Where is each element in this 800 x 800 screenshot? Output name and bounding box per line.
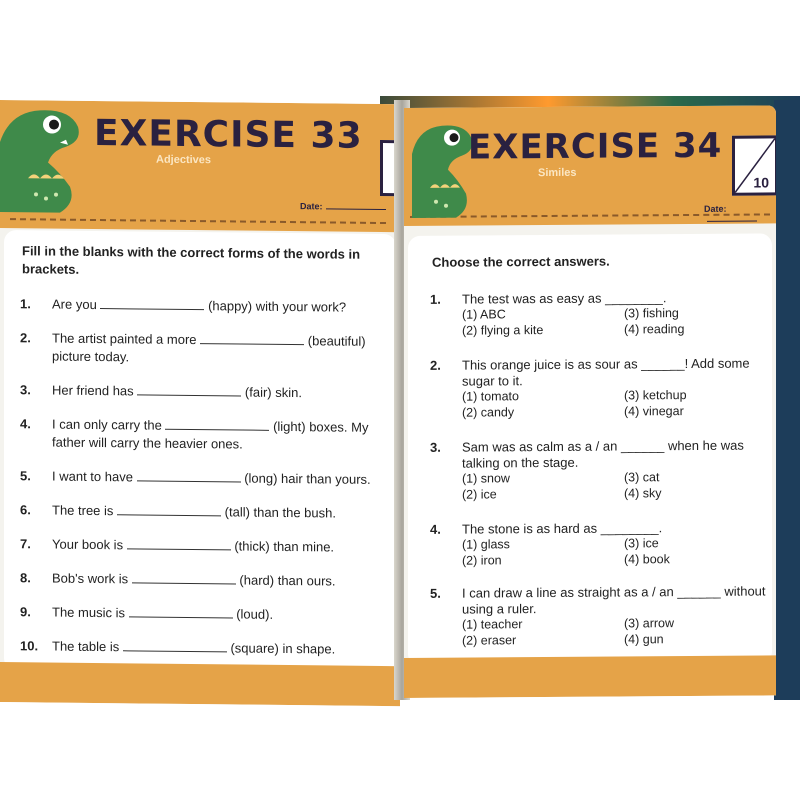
left-page <box>0 100 400 706</box>
question-text: I want to have <box>52 468 133 485</box>
exercise-34-date <box>704 203 776 224</box>
right-footer <box>404 655 776 698</box>
question-7 <box>20 536 334 554</box>
question-text: Bob's work is <box>52 570 129 587</box>
background-bottom <box>0 700 800 800</box>
question-text: The stone is as hard as ________. <box>462 520 663 537</box>
mc-question-5 <box>430 583 766 600</box>
question-number: 10. <box>20 638 39 654</box>
answer-blank[interactable] <box>129 616 233 618</box>
question-8 <box>20 570 336 588</box>
question-5 <box>20 468 371 487</box>
mc-question-3-continuation: talking on the stage. <box>462 454 579 471</box>
dinosaur-icon <box>0 102 86 221</box>
exercise-33-instruction: Fill in the blanks with the correct forms of the words in brackets. <box>22 243 361 277</box>
question-text: The tree is <box>52 502 114 519</box>
answer-blank[interactable] <box>200 343 304 345</box>
background-top <box>0 0 800 110</box>
option[interactable]: (1) tomato <box>462 389 519 404</box>
question-hint: (happy) with your work? <box>208 298 347 315</box>
question-1 <box>20 296 346 314</box>
question-text: The table is <box>52 638 120 655</box>
question-text: Are you <box>52 296 97 313</box>
option[interactable]: (2) ice <box>462 487 497 502</box>
question-hint: (light) boxes. My <box>273 418 369 435</box>
question-number: 5. <box>20 468 31 484</box>
question-number: 1. <box>430 291 441 307</box>
answer-blank[interactable] <box>165 429 269 431</box>
question-number: 1. <box>20 296 31 312</box>
question-9 <box>20 604 273 622</box>
mc-question-2-continuation: sugar to it. <box>462 373 523 389</box>
date-line <box>326 208 386 210</box>
option[interactable]: (1) glass <box>462 537 510 552</box>
question-number: 8. <box>20 570 31 586</box>
exercise-34-title: EXERCISE 34 <box>468 125 723 168</box>
option[interactable]: (4) book <box>624 552 670 567</box>
background-right <box>774 100 800 700</box>
question-2-continuation: picture today. <box>52 348 130 365</box>
option[interactable]: (1) teacher <box>462 617 523 632</box>
date-label: Date: <box>704 203 727 214</box>
question-number: 9. <box>20 604 31 620</box>
question-text: The artist painted a more <box>52 330 197 348</box>
question-number: 2. <box>430 357 441 373</box>
question-text: Your book is <box>52 536 124 553</box>
question-10 <box>20 638 335 656</box>
exercise-34-score-box <box>732 135 776 195</box>
exercise-33-topic: Adjectives <box>156 153 212 167</box>
right-content-card <box>408 233 772 666</box>
option[interactable]: (3) ketchup <box>624 388 687 403</box>
question-text: The music is <box>52 604 125 621</box>
question-hint: (beautiful) <box>307 333 366 349</box>
answer-blank[interactable] <box>137 394 241 396</box>
answer-blank[interactable] <box>137 480 241 482</box>
question-number: 4. <box>20 416 31 432</box>
option[interactable]: (2) candy <box>462 405 515 420</box>
answer-blank[interactable] <box>117 514 221 516</box>
right-page <box>404 105 776 698</box>
answer-blank[interactable] <box>123 650 227 652</box>
question-hint: (long) hair than yours. <box>244 470 371 487</box>
left-footer <box>0 662 400 706</box>
question-hint: (square) in shape. <box>230 640 336 657</box>
mc-question-3 <box>430 438 744 455</box>
question-3 <box>20 382 302 400</box>
question-4-continuation: father will carry the heavier ones. <box>52 434 243 452</box>
option[interactable]: (3) arrow <box>624 616 675 631</box>
option[interactable]: (3) ice <box>624 536 659 551</box>
option[interactable]: (3) fishing <box>624 306 679 321</box>
date-label: Date: <box>300 201 323 212</box>
question-text: Sam was as calm as a / an ______ when he was <box>462 437 744 455</box>
mc-question-1 <box>430 290 667 307</box>
question-hint: (hard) than ours. <box>239 572 336 589</box>
answer-blank[interactable] <box>100 308 204 310</box>
mc-question-2 <box>430 356 750 373</box>
question-number: 5. <box>430 585 441 601</box>
question-number: 6. <box>20 502 31 518</box>
question-number: 7. <box>20 536 31 552</box>
left-content-card <box>4 230 396 674</box>
question-4 <box>20 416 368 435</box>
option[interactable]: (2) eraser <box>462 633 517 648</box>
question-hint: (fair) skin. <box>244 384 302 401</box>
option[interactable]: (1) ABC <box>462 307 506 322</box>
question-hint: (thick) than mine. <box>234 538 335 555</box>
option[interactable]: (3) cat <box>624 470 660 485</box>
question-text: The test was as easy as ________. <box>462 290 667 307</box>
question-number: 2. <box>20 330 31 346</box>
exercise-34-topic: Similes <box>538 166 577 180</box>
exercise-34-total-score: 10 <box>753 174 769 191</box>
option[interactable]: (4) sky <box>624 486 662 501</box>
question-hint: (loud). <box>236 606 274 622</box>
exercise-33-date <box>300 201 386 212</box>
exercise-34-instruction: Choose the correct answers. <box>432 253 610 270</box>
question-2 <box>20 330 366 349</box>
mc-question-4 <box>430 520 662 537</box>
option[interactable]: (1) snow <box>462 471 510 486</box>
answer-blank[interactable] <box>132 582 236 584</box>
exercise-33-title: EXERCISE 33 <box>94 112 363 157</box>
date-line <box>707 221 757 222</box>
answer-blank[interactable] <box>127 548 231 550</box>
question-6 <box>20 502 336 520</box>
option[interactable]: (2) iron <box>462 553 502 568</box>
mc-question-5-continuation: using a ruler. <box>462 601 537 617</box>
question-number: 3. <box>20 382 31 398</box>
question-text: I can only carry the <box>52 416 162 433</box>
question-text: I can draw a line as straight as a / an ______ without <box>462 583 766 601</box>
question-text: This orange juice is as sour as ______! Add some <box>462 355 750 373</box>
question-number: 3. <box>430 439 441 455</box>
option[interactable]: (4) vinegar <box>624 404 684 419</box>
option[interactable]: (4) gun <box>624 632 664 647</box>
question-number: 4. <box>430 521 441 537</box>
question-hint: (tall) than the bush. <box>224 504 336 521</box>
question-text: Her friend has <box>52 382 134 399</box>
option[interactable]: (2) flying a kite <box>462 323 544 338</box>
option[interactable]: (4) reading <box>624 322 685 337</box>
